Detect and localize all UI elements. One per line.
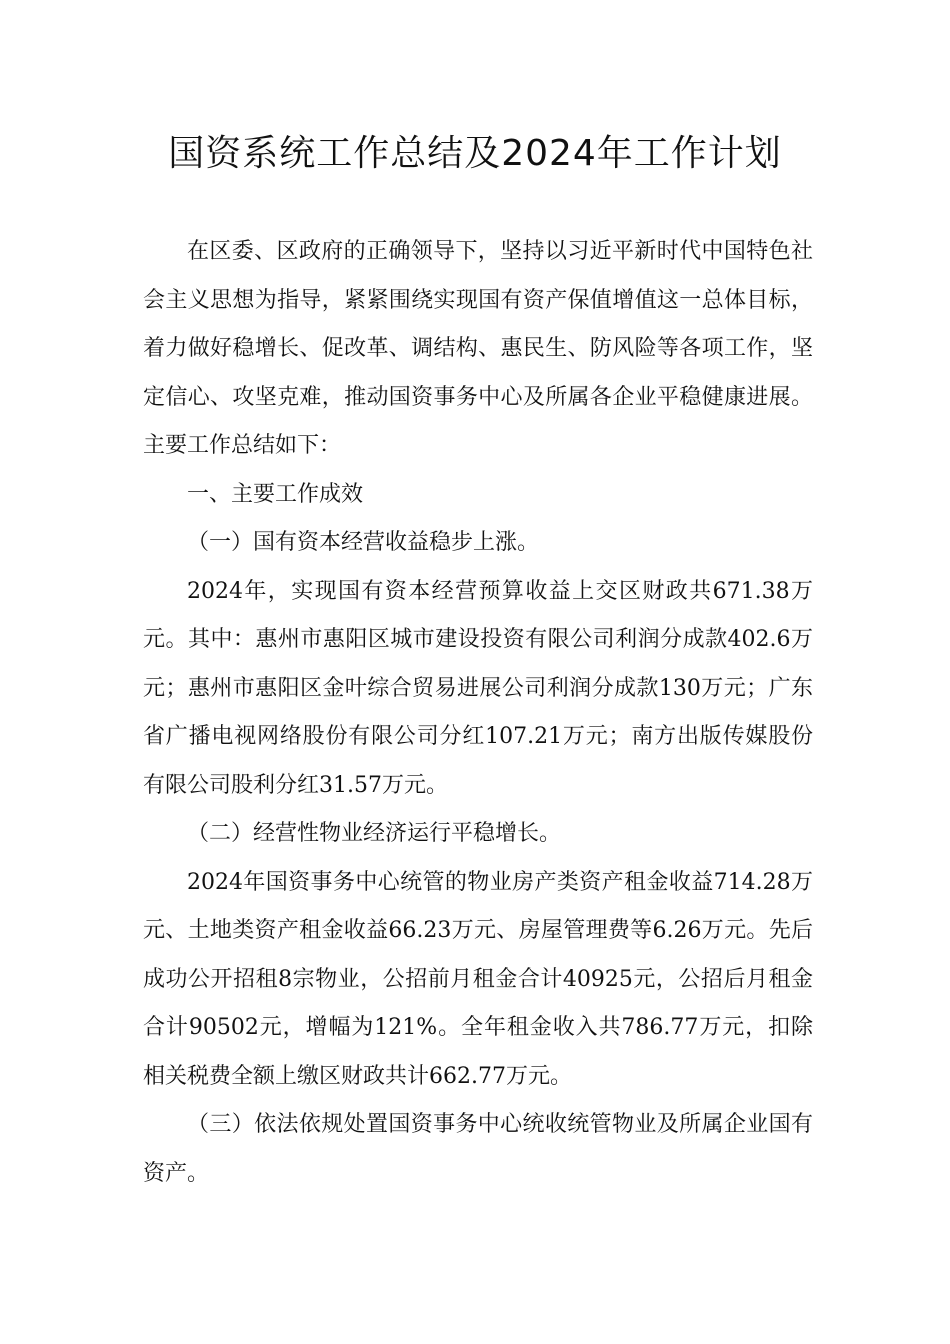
subsection-heading: （二）经营性物业经济运行平稳增长。 <box>187 821 562 846</box>
document-title: 国资系统工作总结及2024年工作计划 <box>168 133 782 174</box>
subsection-heading: （三）依法依规处置国资事务中心统收统管物业及所属企业国有资产。 <box>143 1112 813 1186</box>
section-heading: 一、主要工作成效 <box>187 481 364 507</box>
document-body <box>143 228 813 1198</box>
body-paragraph: 2024年，实现国有资本经营预算收益上交区财政共671.38万元。其中：惠州市惠阳区城市建设投资有限公司利润分成款402.6万元；惠州市惠阳区金叶综合贸易进展公司利润分成款130万元；广东省广播电视网络股份有限公司分红107.21万元；南方出版传媒股份有限公司股利分红31.57万元。 <box>143 578 813 798</box>
intro-paragraph: 在区委、区政府的正确领导下，坚持以习近平新时代中国特色社会主义思想为指导，紧紧围绕实现国有资产保值增值这一总体目标，着力做好稳增长、促改革、调结构、惠民生、防风险等各项工作，坚定信心、攻坚克难，推动国资事务中心及所属各企业平稳健康进展。主要工作总结如下： <box>143 239 813 458</box>
subsection-heading: （一）国有资本经营收益稳步上涨。 <box>187 530 540 555</box>
body-paragraph: 2024年国资事务中心统管的物业房产类资产租金收益714.28万元、土地类资产租金收益66.23万元、房屋管理费等6.26万元。先后成功公开招租8宗物业，公招前月租金合计40925元，公招后月租金合计90502元，增幅为121%。全年租金收入共786.77万元，扣除相关税费全额上缴区财政共计662.77万元。 <box>143 869 814 1089</box>
